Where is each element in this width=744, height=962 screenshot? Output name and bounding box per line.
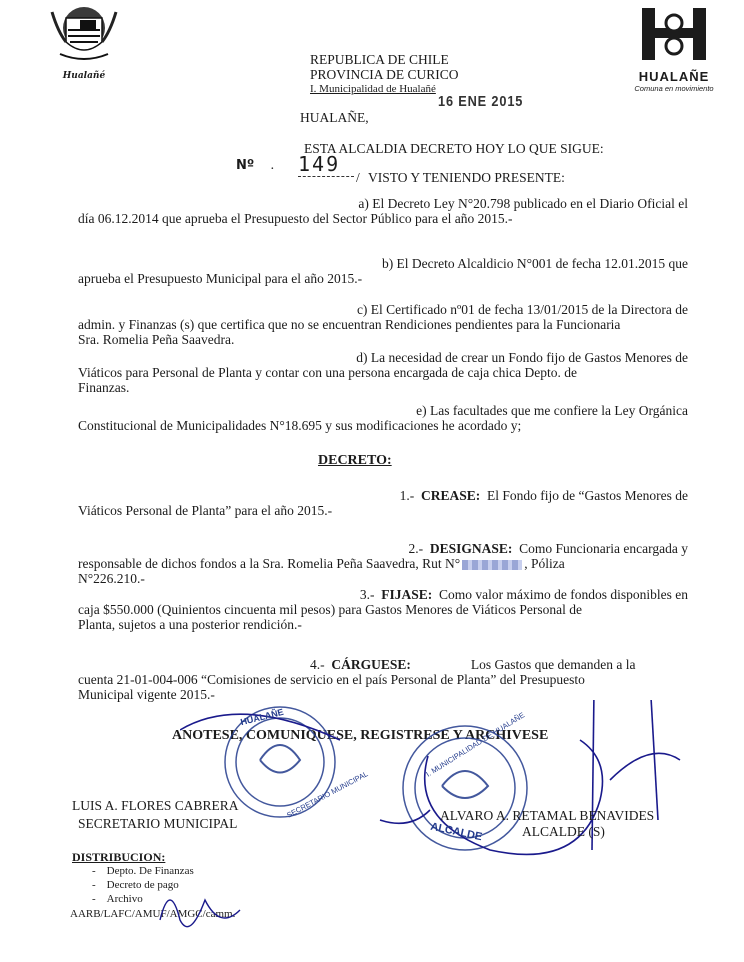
decree-number-prefix: Nº — [236, 158, 255, 173]
distribucion-initials: AARB/LAFC/AMUF/AMGC/camm. — [70, 908, 236, 920]
distribucion-item: - Archivo — [92, 893, 143, 905]
stamps-and-signatures — [180, 700, 700, 860]
place-line: HUALAÑE, — [300, 110, 369, 125]
hualane-brand-logo — [626, 6, 722, 92]
decreto-item-4: 4.- CÁRGUESE: Los Gastos que demanden a la cuenta 21-01-004-006 “Comisiones de servicio en el país Personal de Planta” del Presupuesto Municipal vigente 2015.- — [78, 657, 636, 702]
municipal-crest-logo — [44, 2, 124, 81]
visto-line: VISTO Y TENIENDO PRESENTE: — [368, 170, 565, 185]
decreto-title: DECRETO: — [318, 453, 392, 468]
stamp-left-ring-text: SECRETARIO MUNICIPAL — [285, 769, 370, 820]
stamp-left-top-text: HUALAÑE — [239, 706, 285, 728]
date-stamp: 16 ENE 2015 — [438, 93, 524, 110]
crest-caption: Hualañé — [62, 71, 106, 81]
secretary-title: SECRETARIO MUNICIPAL — [78, 816, 238, 831]
decree-number: 149 — [298, 152, 354, 177]
intro-line: ESTA ALCALDIA DECRETO HOY LO QUE SIGUE: — [304, 141, 604, 156]
distribucion-item: - Decreto de pago — [92, 879, 179, 891]
distribucion-title: DISTRIBUCION: — [72, 850, 166, 864]
brand-tagline: Comuna en movimiento — [634, 84, 714, 93]
closing-line: ANOTESE, COMUNIQUESE, REGISTRESE Y ARCHIVESE — [172, 728, 549, 743]
decreto-item-2: 2.- DESIGNASE: Como Funcionaria encargada y responsable de dichos fondos a la Sra. Romelia Peña Saavedra, Rut N° , Póliza N°226.210.- — [78, 541, 688, 586]
hh-logo-icon — [626, 6, 722, 64]
stamp-right-bottom-text: ALCALDE — [429, 820, 484, 844]
distribucion-item: - Depto. De Finanzas — [92, 865, 194, 877]
redacted-rut — [462, 560, 522, 570]
secretary-name: LUIS A. FLORES CABRERA — [72, 798, 239, 813]
header-republic: REPUBLICA DE CHILE — [310, 52, 449, 67]
considerando-a: a) El Decreto Ley N°20.798 publicado en el Diario Oficial el día 06.12.2014 que aprueba el Presupuesto del Sector Público para el año 2015.- — [78, 196, 688, 226]
header-municipality: I. Municipalidad de Hualañé — [310, 83, 436, 95]
brand-name: HUALAÑE — [638, 69, 710, 84]
decreto-item-3: 3.- FIJASE: Como valor máximo de fondos disponibles en caja $550.000 (Quinientos cincuenta mil pesos) para Gastos Menores de Viáticos Personal de Planta, sujetos a una posterior rendición.- — [78, 587, 688, 632]
mayor-title: ALCALDE (S) — [522, 824, 605, 839]
considerando-b: b) El Decreto Alcaldicio N°001 de fecha 12.01.2015 que aprueba el Presupuesto Municipal para el año 2015.- — [78, 256, 688, 286]
header-province: PROVINCIA DE CURICO — [310, 67, 459, 82]
considerando-d: d) La necesidad de crear un Fondo fijo de Gastos Menores de Viáticos para Personal de Planta y contar con una persona encargada de caja chica Depto. de Finanzas. — [78, 350, 688, 395]
considerando-e: e) Las facultades que me confiere la Ley Orgánica Constitucional de Municipalidades N°18.695 y sus modificaciones he acordado y; — [78, 403, 688, 433]
initials-pen-mark — [150, 880, 250, 940]
mayor-name: ALVARO A. RETAMAL BENAVIDES — [440, 808, 655, 823]
considerando-c: c) El Certificado nº01 de fecha 13/01/2015 de la Directora de admin. y Finanzas (s) que certifica que no se encuentran Rendiciones pendientes para la Funcionaria Sra. Romelia Peña Saavedra. — [78, 302, 688, 347]
stamp-right-ring-text: I. MUNICIPALIDAD DE HUALAÑE — [424, 710, 527, 779]
decreto-item-1: 1.- CREASE: El Fondo fijo de “Gastos Menores de Viáticos Personal de Planta” para el año 2015.- — [78, 488, 688, 518]
